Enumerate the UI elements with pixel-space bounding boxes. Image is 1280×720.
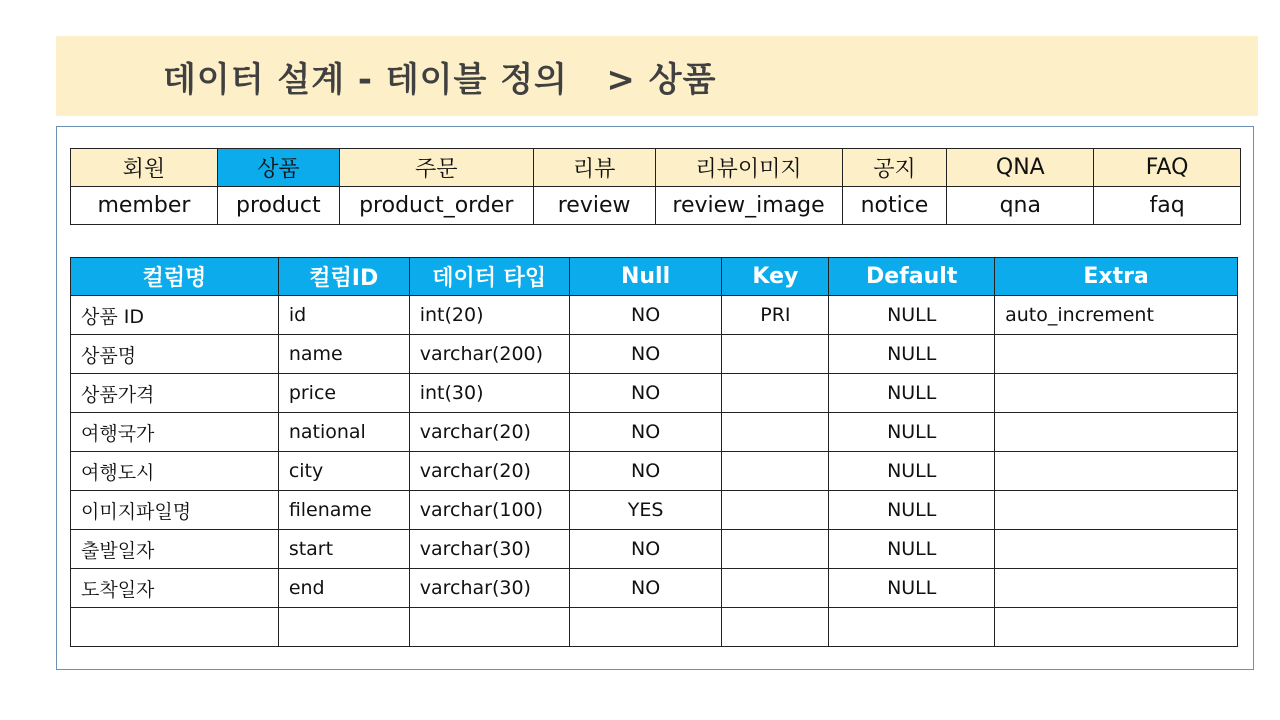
cell-default: NULL: [829, 413, 995, 452]
column-header-name: 컬럼명: [71, 258, 279, 296]
tab-member[interactable]: 회원: [71, 149, 218, 187]
table-id-product-order: product_order: [339, 187, 533, 225]
cell-default: [829, 608, 995, 647]
cell-default: NULL: [829, 569, 995, 608]
cell-column-name: 여행도시: [71, 452, 279, 491]
column-header-default: Default: [829, 258, 995, 296]
cell-column-id: filename: [278, 491, 409, 530]
cell-column-name: 상품가격: [71, 374, 279, 413]
table-row: [71, 413, 1238, 452]
cell-data-type: varchar(200): [409, 335, 569, 374]
tab-faq[interactable]: FAQ: [1094, 149, 1241, 187]
cell-default: NULL: [829, 491, 995, 530]
cell-extra: [995, 413, 1238, 452]
cell-column-name: [71, 608, 279, 647]
cell-default: NULL: [829, 335, 995, 374]
cell-key: [722, 569, 829, 608]
table-id-notice: notice: [842, 187, 947, 225]
table-id-review: review: [533, 187, 655, 225]
cell-key: [722, 413, 829, 452]
cell-default: NULL: [829, 296, 995, 335]
cell-data-type: int(20): [409, 296, 569, 335]
cell-column-name: 상품명: [71, 335, 279, 374]
cell-key: [722, 530, 829, 569]
column-header-extra: Extra: [995, 258, 1238, 296]
tab-review[interactable]: 리뷰: [533, 149, 655, 187]
cell-data-type: [409, 608, 569, 647]
tab-notice[interactable]: 공지: [842, 149, 947, 187]
table-nav: [70, 148, 1241, 225]
column-header-id: 컬럼ID: [278, 258, 409, 296]
cell-null: NO: [569, 530, 722, 569]
cell-extra: [995, 569, 1238, 608]
table-row: [71, 608, 1238, 647]
cell-column-name: 도착일자: [71, 569, 279, 608]
cell-extra: [995, 491, 1238, 530]
table-id-faq: faq: [1094, 187, 1241, 225]
tab-review-image[interactable]: 리뷰이미지: [655, 149, 842, 187]
cell-extra: [995, 608, 1238, 647]
tab-qna[interactable]: QNA: [947, 149, 1094, 187]
cell-key: [722, 335, 829, 374]
cell-column-id: name: [278, 335, 409, 374]
cell-key: [722, 608, 829, 647]
cell-null: NO: [569, 335, 722, 374]
page-title: 데이터 설계 - 테이블 정의 > 상품: [163, 60, 717, 100]
cell-default: NULL: [829, 374, 995, 413]
title-bar: [56, 36, 1258, 116]
cell-column-id: price: [278, 374, 409, 413]
cell-null: YES: [569, 491, 722, 530]
cell-null: NO: [569, 452, 722, 491]
cell-extra: auto_increment: [995, 296, 1238, 335]
tab-product[interactable]: 상품: [217, 149, 339, 187]
table-id-qna: qna: [947, 187, 1094, 225]
table-row: [71, 374, 1238, 413]
table-row: [71, 530, 1238, 569]
table-row: [71, 296, 1238, 335]
table-row: [71, 452, 1238, 491]
cell-key: PRI: [722, 296, 829, 335]
table-row: [71, 569, 1238, 608]
cell-column-id: start: [278, 530, 409, 569]
cell-key: [722, 374, 829, 413]
tab-product-order[interactable]: 주문: [339, 149, 533, 187]
column-header-key: Key: [722, 258, 829, 296]
cell-extra: [995, 374, 1238, 413]
cell-null: NO: [569, 374, 722, 413]
cell-column-id: id: [278, 296, 409, 335]
cell-data-type: varchar(100): [409, 491, 569, 530]
cell-extra: [995, 530, 1238, 569]
cell-default: NULL: [829, 530, 995, 569]
cell-column-id: national: [278, 413, 409, 452]
table-id-member: member: [71, 187, 218, 225]
cell-column-id: [278, 608, 409, 647]
cell-column-id: end: [278, 569, 409, 608]
cell-key: [722, 491, 829, 530]
cell-column-name: 출발일자: [71, 530, 279, 569]
table-id-product: product: [217, 187, 339, 225]
cell-column-name: 상품 ID: [71, 296, 279, 335]
schema-table: [70, 257, 1238, 647]
cell-extra: [995, 335, 1238, 374]
cell-column-id: city: [278, 452, 409, 491]
cell-data-type: varchar(20): [409, 452, 569, 491]
cell-key: [722, 452, 829, 491]
cell-default: NULL: [829, 452, 995, 491]
cell-column-name: 이미지파일명: [71, 491, 279, 530]
cell-null: [569, 608, 722, 647]
table-row: [71, 335, 1238, 374]
table-id-review-image: review_image: [655, 187, 842, 225]
cell-data-type: varchar(30): [409, 530, 569, 569]
table-row: [71, 491, 1238, 530]
cell-data-type: varchar(30): [409, 569, 569, 608]
cell-data-type: varchar(20): [409, 413, 569, 452]
cell-null: NO: [569, 413, 722, 452]
column-header-null: Null: [569, 258, 722, 296]
cell-column-name: 여행국가: [71, 413, 279, 452]
cell-extra: [995, 452, 1238, 491]
cell-data-type: int(30): [409, 374, 569, 413]
cell-null: NO: [569, 569, 722, 608]
column-header-type: 데이터 타입: [409, 258, 569, 296]
cell-null: NO: [569, 296, 722, 335]
